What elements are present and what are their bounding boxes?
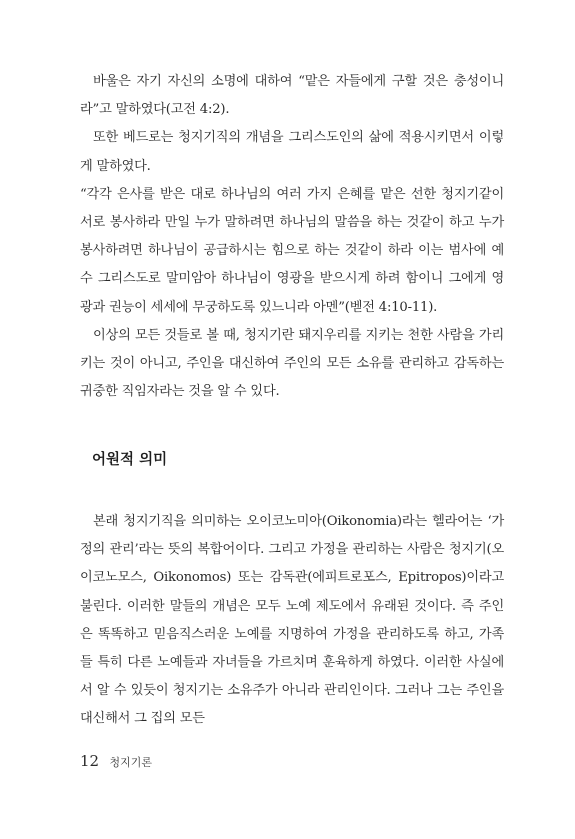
page-number: 12 xyxy=(80,752,100,770)
paragraph-paul-calling: 바울은 자기 자신의 소명에 대하여 “맡은 자들에게 구할 것은 충성이니라”고 말하였다(고전 4:2). xyxy=(80,74,504,118)
paragraph-conclusion: 이상의 모든 것들로 볼 때, 청지기란 돼지우리를 지키는 천한 사람을 가리키는 것이 아니고, 주인을 대신하여 주인의 모든 소유를 관리하고 감독하는 귀중한 직임자라는 것을 알 수 있다. xyxy=(80,327,504,400)
running-title: 청지기론 xyxy=(109,756,153,769)
body-text-etymology xyxy=(80,508,504,734)
paragraph-scripture-quote: “각각 은사를 받은 대로 하나님의 여러 가지 은혜를 맡은 선한 청지기같이 서로 봉사하라 만일 누가 말하려면 하나님의 말씀을 하는 것같이 하고 누가 봉사하려면 하나님이 공급하시는 힘으로 하는 것같이 하라 이는 범사에 예수 그리스도로 말미암아 하나님이 영광을 받으시게 하려 함이니 그에게 영광과 권능이 세세에 무궁하도록 있느니라 아멘”(벧전 4:10-11). xyxy=(80,186,504,315)
paragraph-etymology: 본래 청지기직을 의미하는 오이코노미아(Oikonomia)라는 헬라어는 ‘가정의 관리’라는 뜻의 복합어이다. 그리고 가정을 관리하는 사람은 청지기(오이코노모스, Oikonomos) 또는 감독관(에피트로포스, Epitropos)이라고 불린다. 이러한 말들의 개념은 모두 노예 제도에서 유래된 것이다. 즉 주인은 똑똑하고 믿음직스러운 노예를 지명하여 가정을 관리하도록 하고, 가족들 특히 다른 노예들과 자녀들을 가르치며 훈육하게 하였다. 이러한 사실에서 알 수 있듯이 청지기는 소유주가 아니라 관리인이다. 그러나 그는 주인을 대신해서 그 집의 모든 xyxy=(80,514,504,727)
paragraph-peter-intro: 또한 베드로는 청지기직의 개념을 그리스도인의 삶에 적용시키면서 이렇게 말하였다. xyxy=(80,130,504,174)
page-footer xyxy=(80,752,152,770)
body-text-top xyxy=(80,68,504,406)
section-heading: 어원적 의미 xyxy=(92,452,168,468)
